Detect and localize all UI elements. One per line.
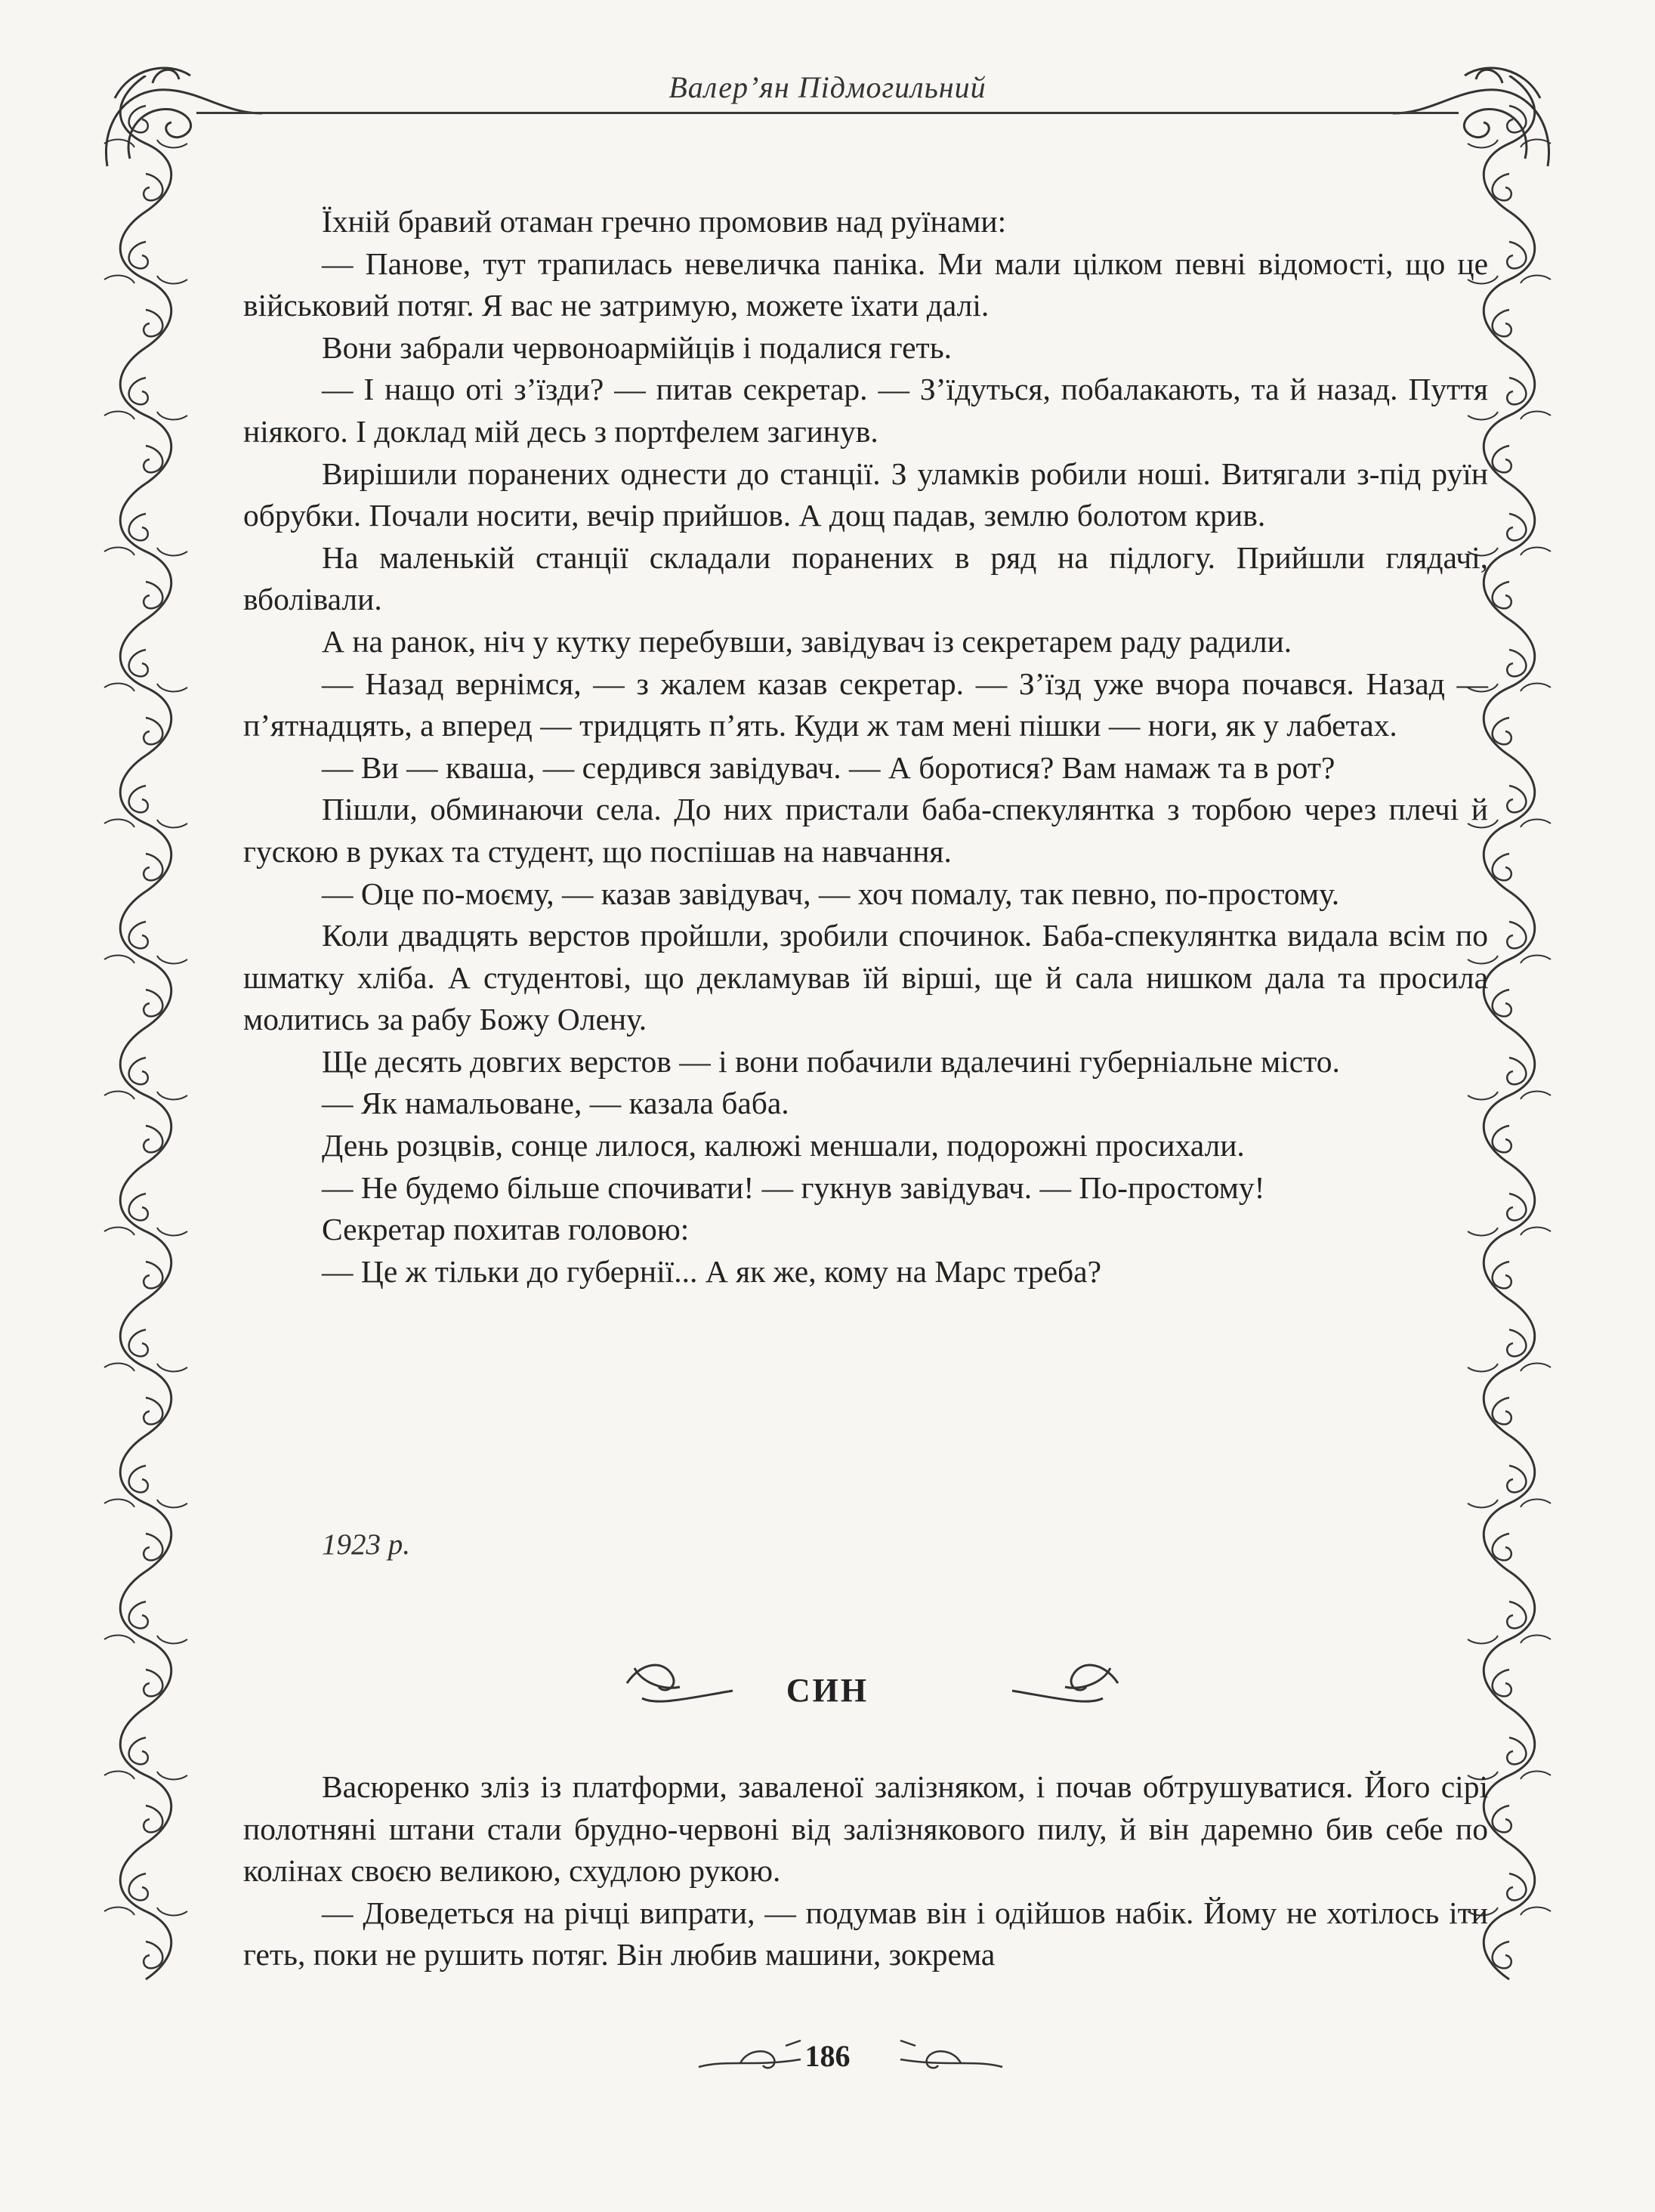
- paragraph: — Оце по-моєму, — казав завідувач, — хоч помалу, так певно, по-простому.: [322, 876, 1340, 911]
- running-head: Валер’ян Підмогильний: [668, 70, 987, 104]
- page-number: 186: [804, 2039, 851, 2073]
- left-border-ornament-icon: [89, 76, 202, 2010]
- paragraph: Пішли, обминаючи села. До них пристали баба-спекулянтка з торбою через плечі й гускою в руках та студент, що поспішав на навчання.: [243, 792, 1488, 869]
- paragraph: Коли двадцять верстов пройшли, зробили спочинок. Баба-спекулянтка видала всім по шматку хліба. А студентові, що декламував їй вірші, ще й сала нишком дала та просила молитись за рабу Божу Олену.: [243, 918, 1488, 1037]
- paragraph: Вирішили поранених однести до станції. З уламків робили ноші. Витягали з-під руїн обрубки. Почали носити, вечір прийшов. А дощ падав, землю болотом крив.: [243, 456, 1488, 533]
- paragraph: — Ви — кваша, — сердився завідувач. — А боротися? Вам намаж та в рот?: [322, 749, 1335, 785]
- paragraph: Вони забрали червоноармійців і подалися геть.: [322, 329, 952, 365]
- paragraph: День розцвів, сонце лилося, калюжі меншали, подорожні просихали.: [322, 1128, 1245, 1163]
- folio-ornament-right-icon: [893, 2037, 1006, 2082]
- paragraph: Ще десять довгих верстов — і вони побачили вдалечині губерніальне місто.: [322, 1043, 1340, 1079]
- paragraph: — Назад вернімся, — з жалем казав секретар. — З’їзд уже вчора почався. Назад — п’ятнадцять, а вперед — тридцять п’ять. Куди ж там мені пішки — ноги, як у лабетах.: [243, 666, 1488, 743]
- story-end-text: [243, 201, 1488, 1293]
- paragraph: — І нащо оті з’їзди? — питав секретар. — З’їдуться, побалакають, та й назад. Пуття ніякого. І доклад мій десь з портфелем загинув.: [243, 372, 1488, 449]
- paragraph: — Доведеться на річці випрати, — подумав він і одійшов набік. Йому не хотілось іти геть, поки не рушить потяг. Він любив машини, зокрема: [243, 1895, 1488, 1973]
- title-ornament-right-icon: [1005, 1653, 1125, 1713]
- next-story-text: [243, 1766, 1488, 1976]
- paragraph: Секретар похитав головою:: [322, 1212, 690, 1247]
- paragraph: Васюренко зліз із платформи, заваленої залізняком, і почав обтрушуватися. Його сірі полотняні штани стали брудно-червоні від залізнякового пилу, й він даремно бив себе по колінах своєю великою, схудлою рукою.: [243, 1769, 1488, 1889]
- paragraph: На маленькій станції складали поранених в ряд на підлогу. Прийшли глядачі, вболівали.: [243, 539, 1488, 617]
- paragraph: — Це ж тільки до губернії... А як же, кому на Марс треба?: [322, 1253, 1102, 1289]
- paragraph: — Не будемо більше спочивати! — гукнув завідувач. — По-простому!: [322, 1169, 1265, 1205]
- header-rule: [196, 112, 1459, 114]
- section-title: СИН: [786, 1672, 869, 1709]
- paragraph: — Панове, тут трапилась невеличка паніка. Ми мали цілком певні відомості, що це військовий потяг. Я вас не затримую, можете їхати далі.: [243, 246, 1488, 323]
- paragraph: А на ранок, ніч у кутку перебувши, завідувач із секретарем раду радили.: [322, 623, 1292, 659]
- paragraph: — Як намальоване, — казала баба.: [322, 1086, 789, 1121]
- dateline: 1923 р.: [322, 1528, 410, 1561]
- paragraph: Їхній бравий отаман гречно промовив над руїнами:: [322, 204, 1007, 239]
